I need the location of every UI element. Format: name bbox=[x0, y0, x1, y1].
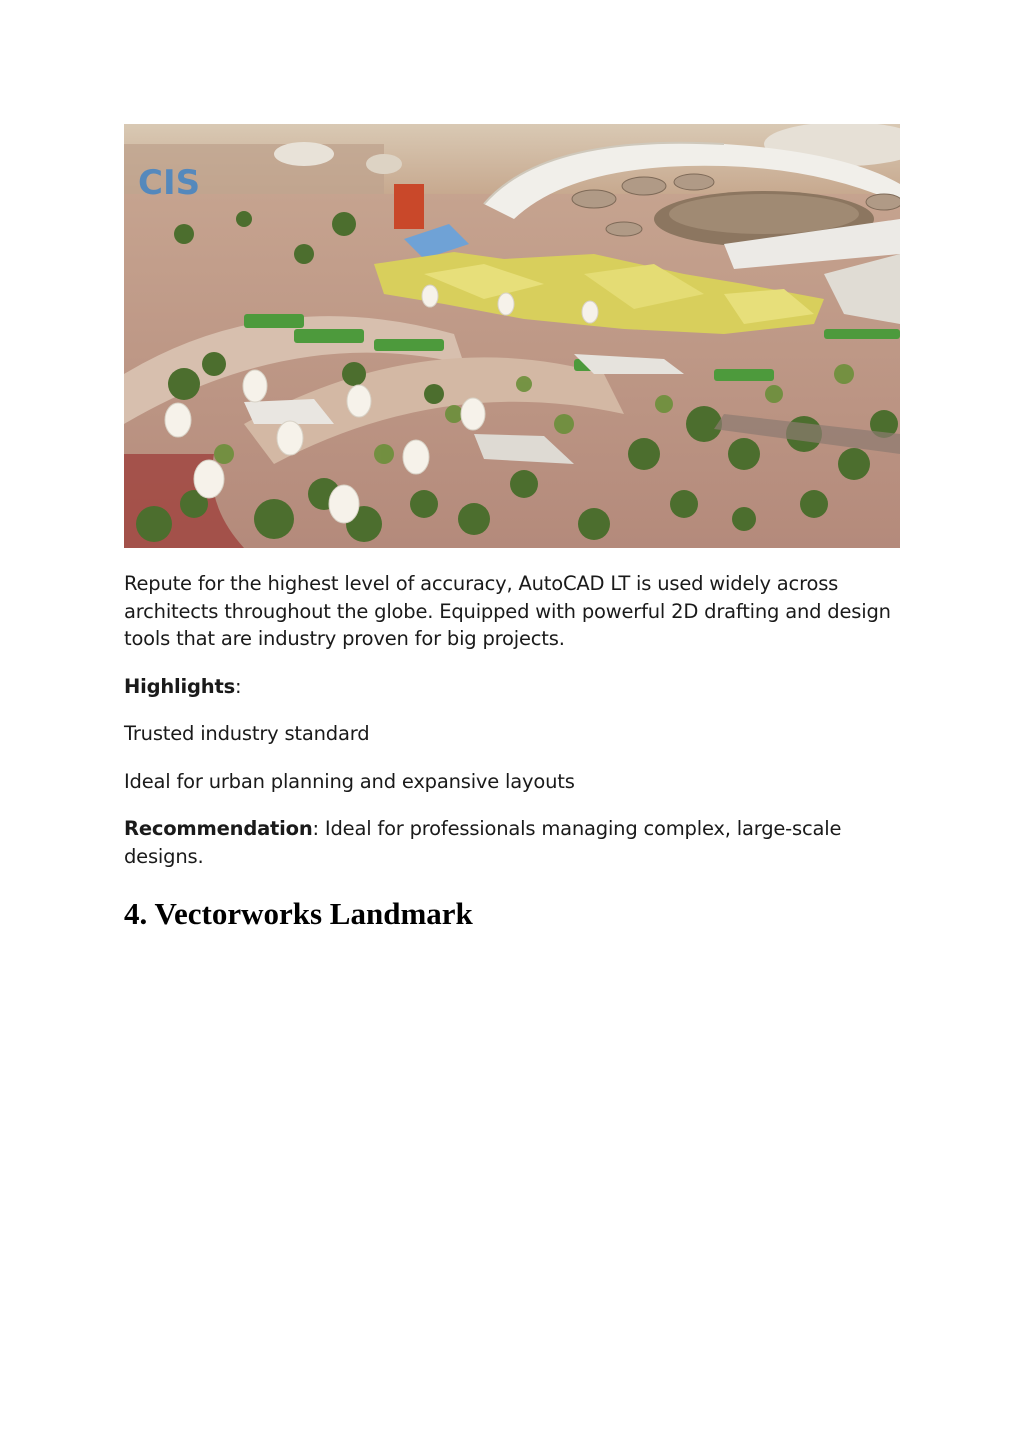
recommendation-label: Recommendation bbox=[124, 817, 313, 840]
expo-masterplan-aerial-image bbox=[124, 124, 900, 548]
highlight-item: Ideal for urban planning and expansive layouts bbox=[124, 769, 575, 793]
highlights-suffix: : bbox=[234, 674, 242, 698]
highlights-label: Highlights bbox=[124, 674, 235, 698]
watermark-logo: CIS bbox=[138, 163, 201, 203]
recommendation-paragraph bbox=[124, 815, 900, 870]
highlights-heading bbox=[124, 673, 900, 701]
recommendation-text: : Ideal for professionals managing complex, large-scale designs. bbox=[124, 817, 842, 868]
document-page bbox=[124, 124, 900, 932]
highlight-item: Trusted industry standard bbox=[124, 722, 370, 745]
section-heading: 4. Vectorworks Landmark bbox=[124, 896, 473, 931]
intro-paragraph: Repute for the highest level of accuracy, AutoCAD LT is used widely across architects throughout the globe. Equipped with powerful 2D drafting and design tools that are industry proven for big projects. bbox=[124, 572, 891, 650]
